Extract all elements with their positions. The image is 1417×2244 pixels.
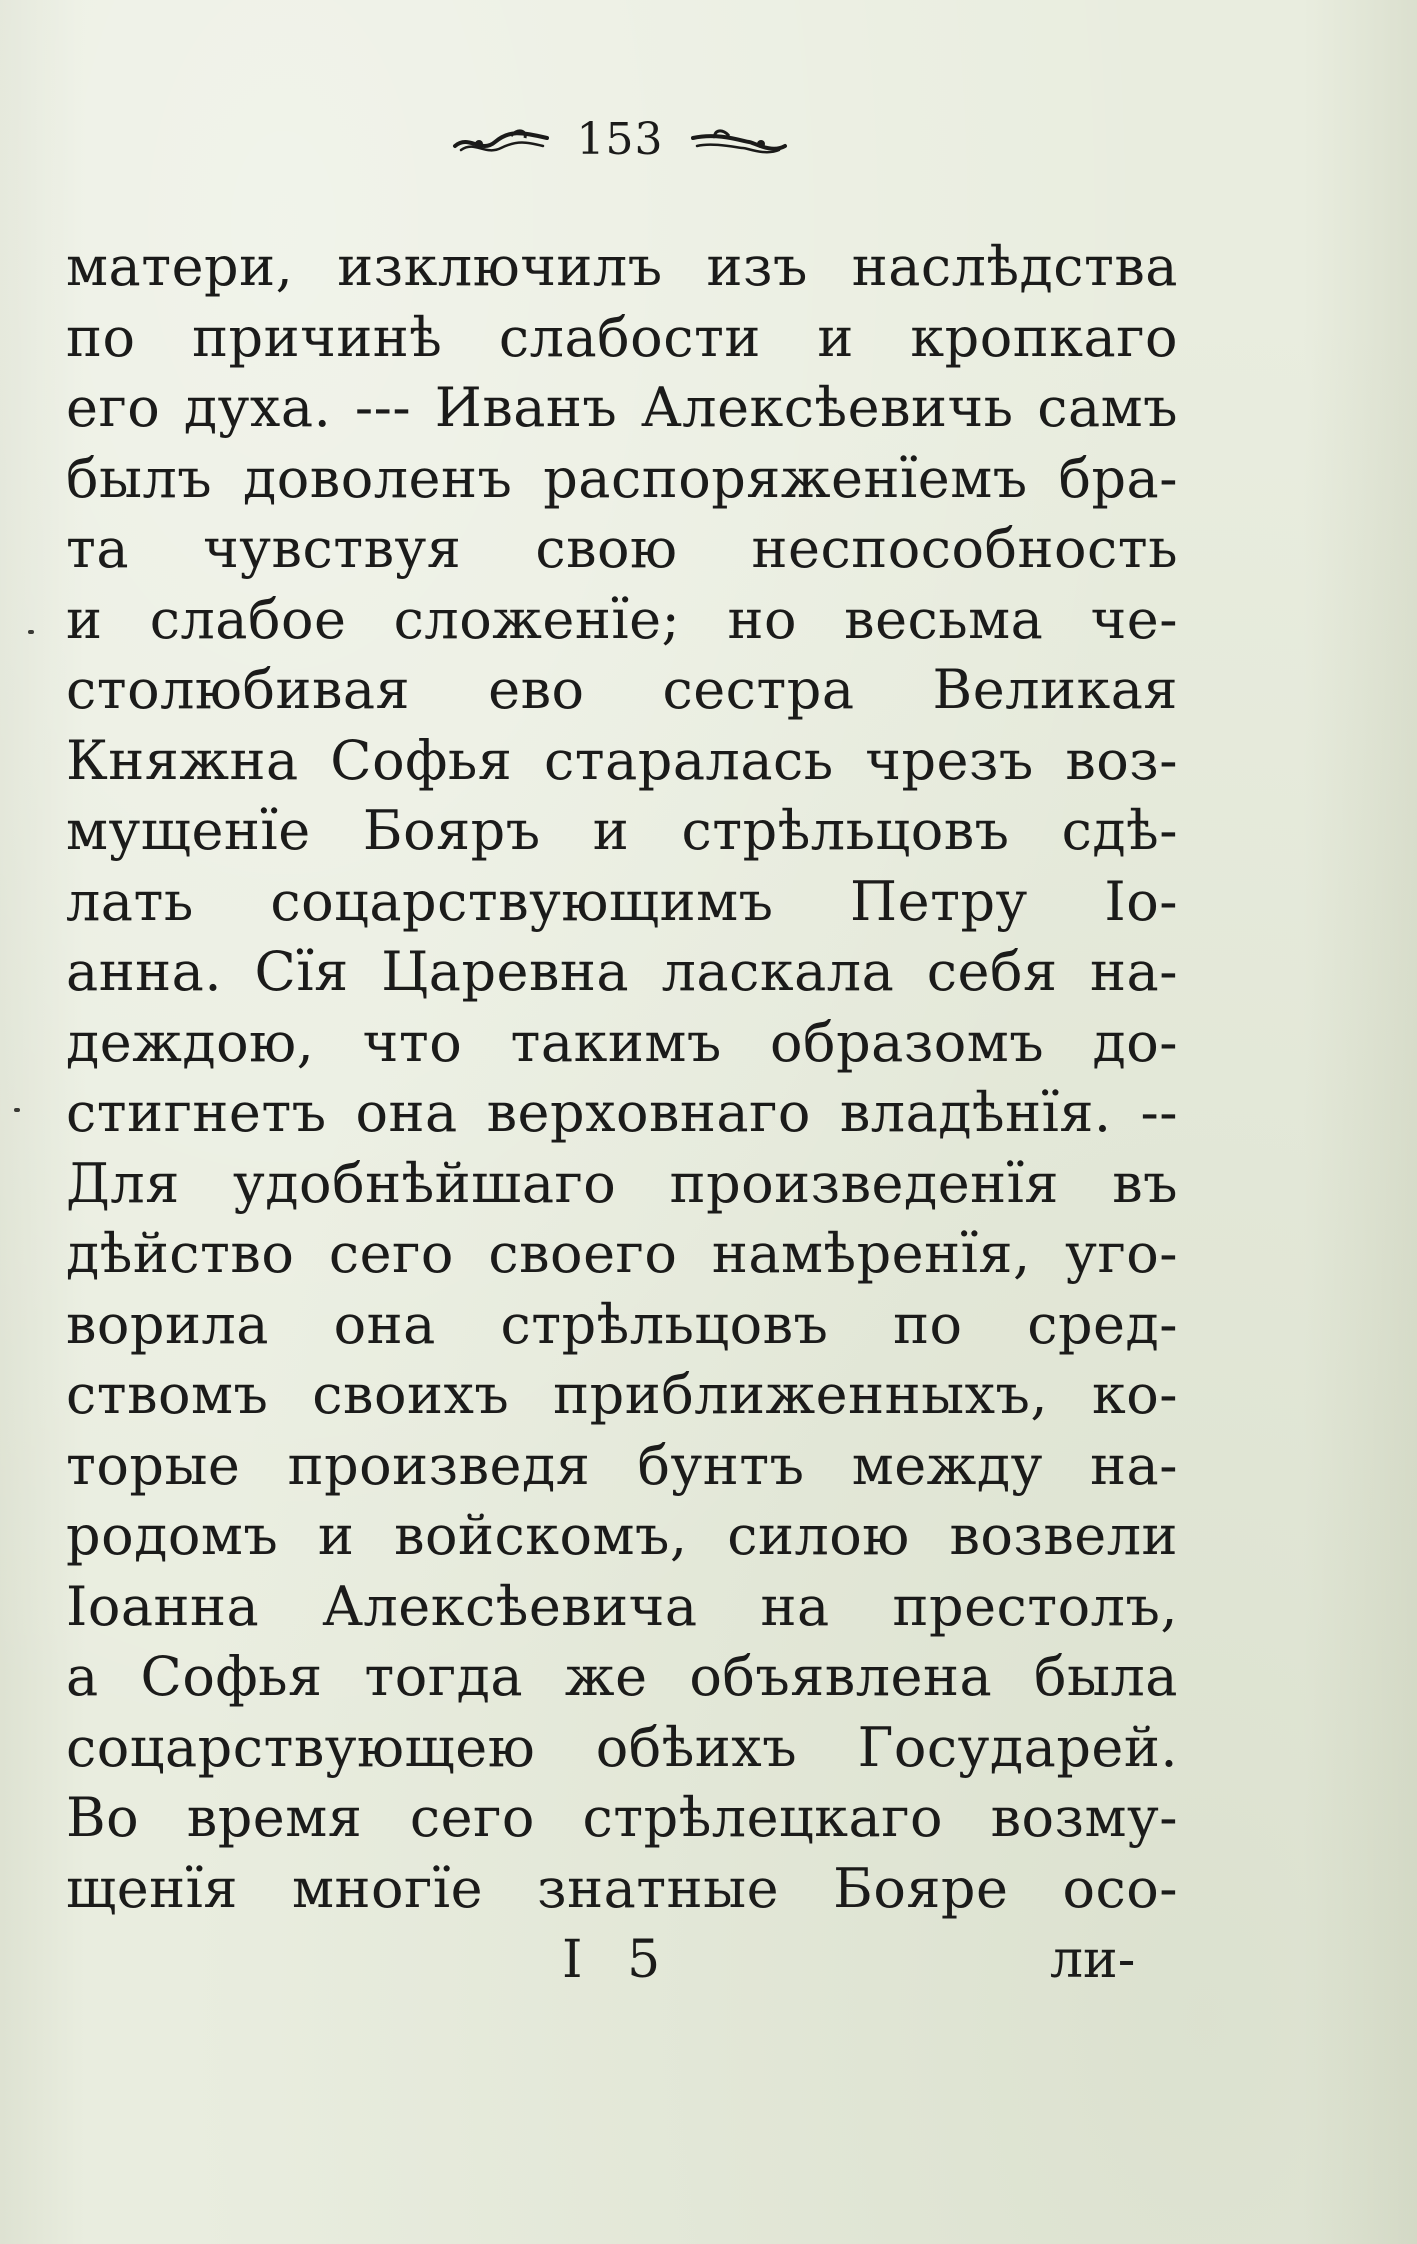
text-line: торые произведя бунтъ между на- <box>66 1433 1178 1497</box>
text-line: щенїя многїе знатные Бояре осо- <box>66 1856 1178 1920</box>
text-line: былъ доволенъ распоряженїемъ бра- <box>66 446 1178 510</box>
text-line: лать соцарствующимъ Петру Іо- <box>66 869 1178 933</box>
text-line: ствомъ своихъ приближенныхъ, ко- <box>66 1363 1178 1426</box>
ink-speck <box>14 1108 20 1112</box>
text-line: его духа. --- Иванъ Алексѣевичь самъ <box>66 376 1178 439</box>
catchword: ли- <box>1050 1930 1136 1990</box>
text-line: ворила она стрѣльцовъ по сред- <box>66 1292 1178 1356</box>
text-line: Во время сего стрѣлецкаго возму- <box>66 1786 1178 1849</box>
text-line: столюбивая ево сестра Великая <box>66 658 1178 721</box>
ink-speck <box>28 630 34 634</box>
page-footer <box>0 1925 1417 1995</box>
text-line: дѣйство сего своего намѣренїя, уго- <box>66 1222 1178 1285</box>
signature-mark: I 5 <box>562 1930 675 1990</box>
scroll-flourish-icon <box>689 120 789 160</box>
text-line: а Софья тогда же объявлена была <box>66 1645 1178 1708</box>
text-line: Іоанна Алексѣевича на престолъ, <box>66 1574 1178 1638</box>
text-line: Княжна Софья старалась чрезъ воз- <box>66 728 1178 792</box>
text-line: родомъ и войскомъ, силою возвели <box>66 1504 1178 1567</box>
text-line: соцарствующею обѣихъ Государей. <box>66 1715 1178 1779</box>
text-line: и слабое сложенїе; но весьма че- <box>66 587 1178 651</box>
text-line: та чувствуя свою неспособность <box>66 517 1178 580</box>
body-text <box>66 232 1178 1924</box>
text-line: Для удобнѣйшаго произведенїя въ <box>66 1151 1178 1215</box>
text-line: стигнетъ она верховнаго владѣнїя. -- <box>66 1081 1178 1144</box>
scroll-flourish-icon <box>451 120 551 160</box>
text-line: мущенїе Бояръ и стрѣльцовъ сдѣ- <box>66 799 1178 862</box>
page-header <box>440 108 800 172</box>
text-line: по причинѣ слабости и кропкаго <box>66 305 1178 369</box>
text-line: деждою, что такимъ образомъ до- <box>66 1010 1178 1074</box>
page-number: 153 <box>576 114 664 165</box>
text-line: матери, изключилъ изъ наслѣдства <box>66 235 1178 298</box>
text-line: анна. Сїя Царевна ласкала себя на- <box>66 940 1178 1003</box>
